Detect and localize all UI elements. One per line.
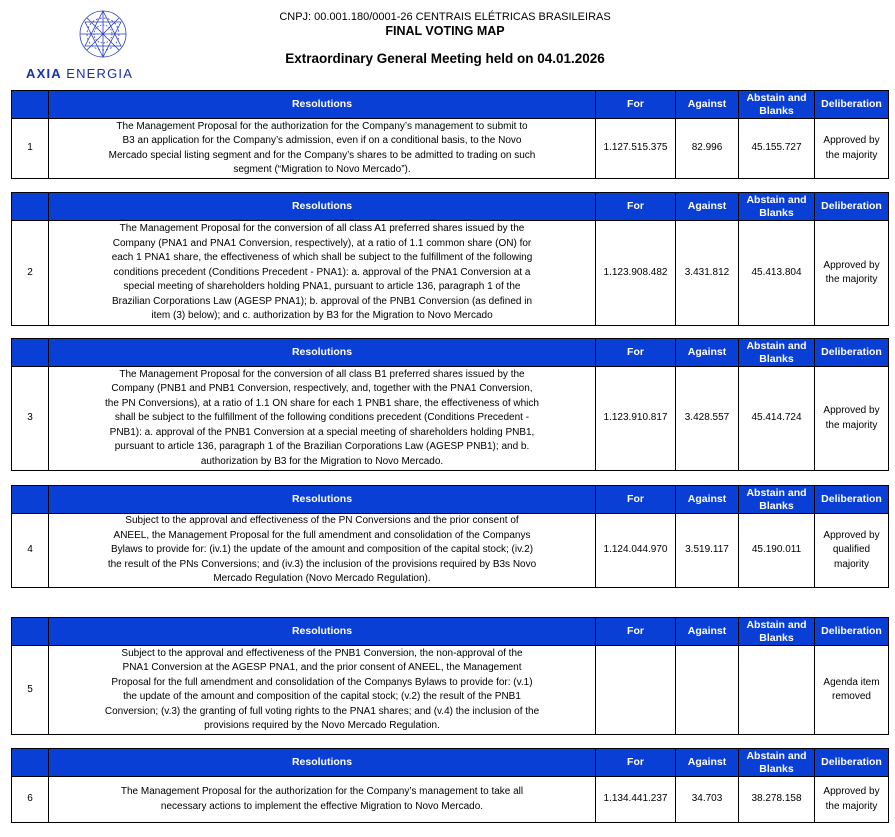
deliberation-line: qualified [832, 544, 871, 556]
votes-against [676, 646, 739, 735]
resolution-table-2 [11, 192, 889, 326]
deliberation-line: the majority [825, 419, 878, 431]
map-title: FINAL VOTING MAP [385, 24, 505, 38]
deliberation-result [815, 367, 889, 471]
header-against: Against [676, 749, 739, 777]
votes-for: 1.124.044.970 [596, 514, 676, 588]
header-against: Against [676, 339, 739, 367]
header-number [12, 749, 49, 777]
table-header-row [12, 91, 889, 119]
votes-for: 1.123.908.482 [596, 221, 676, 326]
header-deliberation: Deliberation [815, 91, 889, 119]
header-resolutions: Resolutions [49, 486, 596, 514]
resolution-text [49, 777, 596, 823]
logo-text-light: ENERGIA [66, 66, 134, 81]
resolution-line: PNA1 Conversion at the AGESP PNA1, and the prior consent of ANEEL, the Management [122, 662, 522, 673]
header-number [12, 618, 49, 646]
header-abstain [739, 339, 815, 367]
resolution-line: Subject to the approval and effectiveness of the PNB1 Conversion, the non-approval of the [121, 647, 523, 659]
cnpj-line: CNPJ: 00.001.180/0001-26 CENTRAIS ELÉTRICAS BRASILEIRAS [279, 11, 611, 23]
header-abstain-line2: Blanks [759, 352, 794, 365]
header-abstain-line1: Abstain and [746, 193, 807, 206]
header-abstain [739, 193, 815, 221]
deliberation-line: removed [832, 691, 871, 702]
resolution-line: The Management Proposal for the conversion of all class A1 preferred shares issued by the [119, 223, 525, 235]
votes-against: 3.428.557 [676, 367, 739, 471]
resolution-line: the update of the amount and composition of the capital stock; (v.2) the result of the PNB1 [123, 691, 521, 702]
header-resolutions: Resolutions [49, 618, 596, 646]
resolution-table-1 [11, 90, 889, 179]
table-row [12, 221, 889, 326]
deliberation-result [815, 221, 889, 326]
header-resolutions: Resolutions [49, 193, 596, 221]
table-header-row [12, 486, 889, 514]
deliberation-line: Agenda item [823, 676, 880, 688]
votes-for: 1.134.441.237 [596, 777, 676, 823]
globe-logo-icon [77, 8, 129, 60]
resolution-text [49, 514, 596, 588]
votes-against: 3.431.812 [676, 221, 739, 326]
header-resolutions: Resolutions [49, 749, 596, 777]
header-abstain [739, 749, 815, 777]
deliberation-result [815, 646, 889, 735]
resolution-line: segment (“Migration to Novo Mercado”). [233, 164, 411, 175]
header-for: For [596, 193, 676, 221]
logo-wordmark [26, 66, 133, 81]
votes-against: 34.703 [676, 777, 739, 823]
header-abstain [739, 486, 815, 514]
deliberation-line: Approved by [823, 259, 880, 271]
votes-abstain: 45.414.724 [739, 367, 815, 471]
table-header-row [12, 749, 889, 777]
header-against: Against [676, 618, 739, 646]
resolution-line: The Management Proposal for the conversion of all class B1 preferred shares issued by the [119, 368, 525, 380]
header-deliberation: Deliberation [815, 193, 889, 221]
deliberation-line: the majority [825, 274, 878, 285]
deliberation-line: majority [833, 558, 869, 570]
deliberation-result [815, 777, 889, 823]
table-row [12, 646, 889, 735]
header-abstain-line1: Abstain and [746, 749, 807, 762]
header-abstain-line2: Blanks [759, 499, 794, 512]
deliberation-line: the majority [825, 149, 878, 161]
header-for: For [596, 749, 676, 777]
resolution-table-3 [11, 338, 889, 471]
votes-for: 1.127.515.375 [596, 119, 676, 179]
votes-abstain: 45.190.011 [739, 514, 815, 588]
meeting-title: Extraordinary General Meeting held on 04.01.2026 [285, 51, 605, 66]
header-abstain [739, 618, 815, 646]
votes-abstain: 45.155.727 [739, 119, 815, 179]
resolution-line: authorization by B3 for the Migration to Novo Mercado. [200, 455, 444, 467]
resolution-line: provisions required by the Novo Mercado Regulation. [204, 720, 440, 731]
votes-abstain: 38.278.158 [739, 777, 815, 823]
votes-for [596, 646, 676, 735]
item-number: 5 [12, 646, 49, 735]
company-logo [22, 6, 137, 82]
table-header-row [12, 339, 889, 367]
deliberation-line: Approved by [823, 529, 880, 541]
header-abstain-line1: Abstain and [746, 618, 807, 631]
deliberation-line: Approved by [823, 405, 880, 416]
header-number [12, 91, 49, 119]
resolution-table-5 [11, 617, 889, 735]
resolution-line: ANEEL, the Management Proposal for the full amendment and consolidation of the Companys [113, 529, 531, 541]
header-abstain-line2: Blanks [759, 762, 794, 775]
resolution-line: B3 an application for the Company’s admission, even if on a conditional basis, to the Novo [122, 135, 522, 146]
header-deliberation: Deliberation [815, 749, 889, 777]
header-number [12, 486, 49, 514]
item-number: 2 [12, 221, 49, 326]
item-number: 1 [12, 119, 49, 179]
resolution-line: pursuant to article 136, paragraph 1 of the Brazilian Corporations Law (AGESP PNB1); and b. [114, 441, 530, 453]
resolution-line: Bylaws to provide for: (iv.1) the update of the amount and composition of the capital stock; (iv.2) [110, 544, 534, 556]
table-header-row [12, 193, 889, 221]
resolution-line: Mercado special listing segment and for the Company’s shares to be admitted to trading on such [108, 149, 536, 161]
resolution-line: Subject to the approval and effectiveness of the PN Conversions and the prior consent of [125, 515, 519, 527]
resolution-line: PNB1): a. approval of the PNB1 Conversion at a special meeting of shareholders holding PNB1, [109, 426, 535, 438]
resolution-line: The Management Proposal for the authorization for the Company’s management to submit to [116, 120, 528, 132]
deliberation-line: Approved by [823, 135, 880, 146]
resolution-line: Conversion; (v.3) the granting of full voting rights to the PNA1 shares; and (v.4) the inclusion of the [104, 705, 540, 717]
resolution-table-4 [11, 485, 889, 588]
header-against: Against [676, 91, 739, 119]
header-against: Against [676, 486, 739, 514]
header-deliberation: Deliberation [815, 618, 889, 646]
resolution-line: Company (PNA1 and PNA1 Conversion, respectively), at a ratio of 1.1 common share (ON) for [112, 237, 532, 249]
header-for: For [596, 486, 676, 514]
resolution-line: the PN Conversions), at a ratio of 1.1 ON share for each 1 PNB1 share, the effectiveness of which [105, 397, 539, 409]
header-deliberation: Deliberation [815, 486, 889, 514]
header-abstain-line1: Abstain and [746, 486, 807, 499]
item-number: 3 [12, 367, 49, 471]
resolution-text [49, 119, 596, 179]
votes-against: 3.519.117 [676, 514, 739, 588]
table-row [12, 119, 889, 179]
resolution-line: Company (PNB1 and PNB1 Conversion, respectively, and, together with the PNA1 Conversion, [111, 383, 533, 395]
header-number [12, 339, 49, 367]
resolution-line: Mercado Regulation (Novo Mercado Regulation). [213, 573, 431, 585]
header-resolutions: Resolutions [49, 339, 596, 367]
resolution-line: conditions precedent (Conditions Precedent - PNA1): a. approval of the PNA1 Conversion at a [113, 266, 531, 278]
resolution-line: necessary actions to implement the effective Migration to Novo Mercado. [160, 800, 484, 812]
resolution-line: Proposal for the full amendment and consolidation of the Companys Bylaws to provide for: (v.1) [111, 676, 533, 688]
resolution-line: Brazilian Corporations Law (AGESP PNA1); b. approval of the PNB1 Conversion (as defined in [111, 295, 533, 307]
deliberation-line: Approved by [823, 786, 880, 797]
resolution-line: The Management Proposal for the authorization for the Company’s management to take all [120, 786, 524, 797]
deliberation-result [815, 119, 889, 179]
header-number [12, 193, 49, 221]
votes-abstain: 45.413.804 [739, 221, 815, 326]
resolution-line: the result of the PNs Conversions; and (iv.3) the inclusion of the provisions required by B3s Novo [107, 558, 537, 570]
item-number: 4 [12, 514, 49, 588]
header-abstain [739, 91, 815, 119]
header-abstain-line2: Blanks [759, 631, 794, 644]
deliberation-result [815, 514, 889, 588]
resolution-text [49, 367, 596, 471]
resolution-line: item (3) below); and c. authorization by B3 for the Migration to Novo Mercado [151, 310, 493, 322]
deliberation-line: the majority [825, 800, 878, 812]
resolution-line: each 1 PNA1 share, the effectiveness of which shall be subject to the fulfillment of the following [111, 252, 533, 264]
header-abstain-line2: Blanks [759, 206, 794, 219]
table-row [12, 777, 889, 823]
resolution-line: special meeting of shareholders holding PNA1, pursuant to article 136, paragraph 1 of the [123, 281, 521, 293]
header-resolutions: Resolutions [49, 91, 596, 119]
header-for: For [596, 618, 676, 646]
table-header-row [12, 618, 889, 646]
resolution-line: shall be subject to the fulfillment of the following conditions precedent (Conditions Precedent - [114, 412, 530, 424]
header-for: For [596, 339, 676, 367]
resolution-table-6 [11, 748, 889, 823]
votes-against: 82.996 [676, 119, 739, 179]
header-for: For [596, 91, 676, 119]
header-deliberation: Deliberation [815, 339, 889, 367]
resolution-text [49, 646, 596, 735]
votes-abstain [739, 646, 815, 735]
resolution-text [49, 221, 596, 326]
header-abstain-line1: Abstain and [746, 339, 807, 352]
header-against: Against [676, 193, 739, 221]
logo-text-bold: AXIA [26, 66, 62, 81]
header-abstain-line1: Abstain and [746, 91, 807, 104]
table-row [12, 367, 889, 471]
header-abstain-line2: Blanks [759, 104, 794, 117]
item-number: 6 [12, 777, 49, 823]
table-row [12, 514, 889, 588]
votes-for: 1.123.910.817 [596, 367, 676, 471]
